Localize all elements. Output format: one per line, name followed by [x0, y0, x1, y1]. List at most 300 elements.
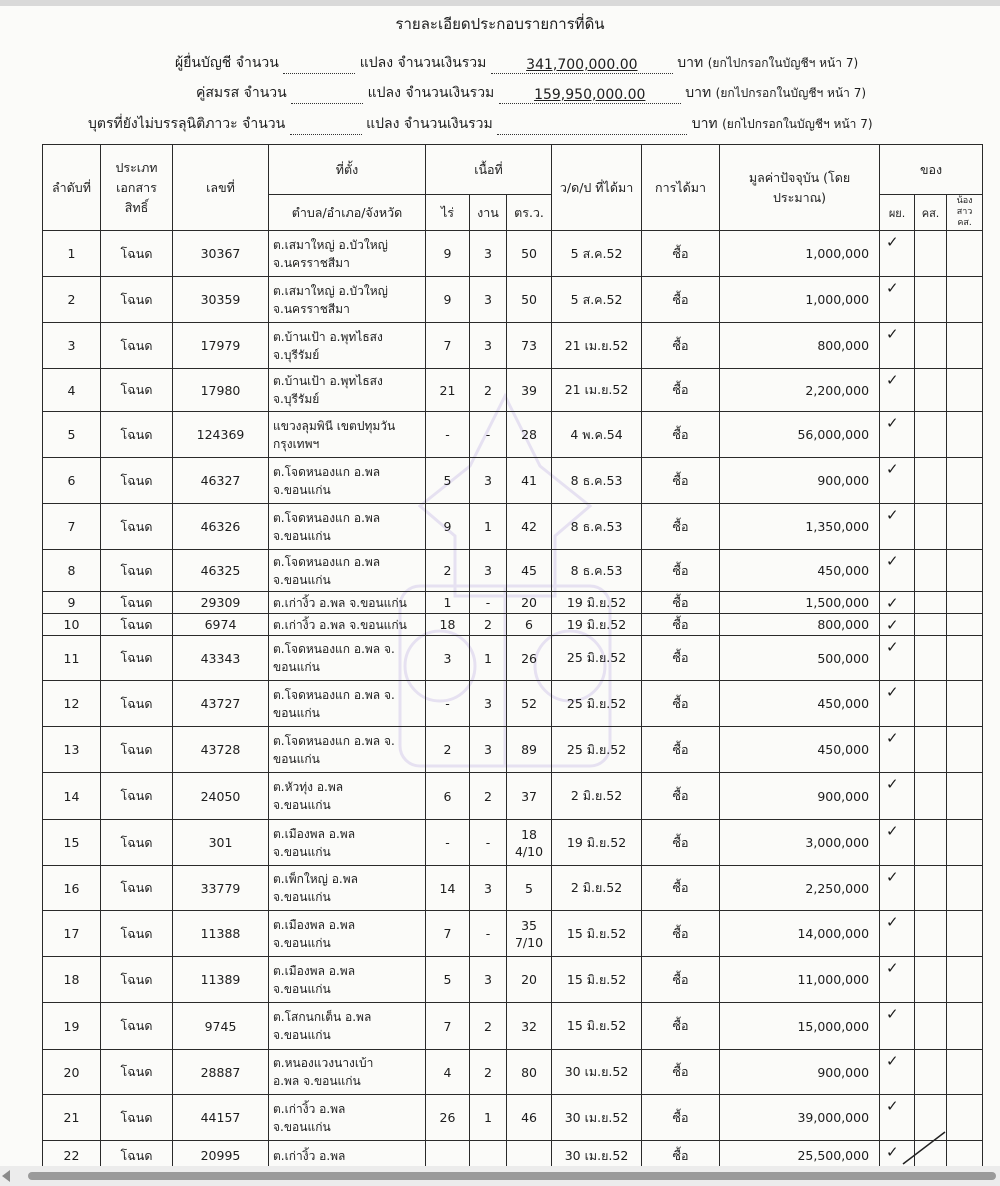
row-wa: [507, 550, 552, 592]
row-owner-spouse: [915, 911, 947, 957]
row-value: 900,000: [720, 458, 880, 504]
row-owner-child: [947, 614, 983, 636]
row-wa: [507, 773, 552, 820]
summary-line-spouse: คู่สมรส จำนวน แปลง จำนวนเงินรวม 159,950,000.00 บาท (ยกไปกรอกในบัญชีฯ หน้า 7): [196, 85, 867, 103]
row-location: [269, 636, 426, 681]
row-no: 20: [43, 1050, 101, 1095]
row-owner-filer: ✓: [880, 957, 915, 1003]
row-location: [269, 681, 426, 727]
row-location-line1: ต.เมืองพล อ.พล: [273, 826, 356, 841]
row-date: 19 มิ.ย.52: [552, 820, 642, 866]
row-owner-spouse: [915, 592, 947, 614]
row-doc-type: โฉนด: [101, 1050, 173, 1095]
row-acquire: ซื้อ: [642, 1095, 720, 1141]
row-wa: [507, 681, 552, 727]
summary-amount-filer: 341,700,000.00: [526, 57, 638, 73]
row-ngan: 3: [470, 323, 507, 369]
row-wa: [507, 323, 552, 369]
row-location: [269, 1003, 426, 1050]
table-row: [43, 369, 983, 412]
row-doc-type: โฉนด: [101, 911, 173, 957]
row-value: 2,250,000: [720, 866, 880, 911]
row-location-line2: จ.บุรีรัมย์: [273, 392, 320, 406]
table-row: [43, 957, 983, 1003]
table-row: [43, 727, 983, 773]
row-no: 18: [43, 957, 101, 1003]
header-no: ลำดับที่: [43, 145, 101, 231]
row-owner-child: [947, 412, 983, 458]
row-ngan: 2: [470, 614, 507, 636]
row-owner-child: [947, 820, 983, 866]
row-acquire: ซื้อ: [642, 636, 720, 681]
row-no: 12: [43, 681, 101, 727]
row-doc-no: 301: [173, 820, 269, 866]
row-doc-type: โฉนด: [101, 592, 173, 614]
row-doc-type: โฉนด: [101, 1141, 173, 1167]
table-row: [43, 592, 983, 614]
row-value: 39,000,000: [720, 1095, 880, 1141]
row-doc-no: 30367: [173, 231, 269, 277]
table-row: [43, 681, 983, 727]
row-doc-type: โฉนด: [101, 369, 173, 412]
row-value: 900,000: [720, 773, 880, 820]
row-owner-spouse: [915, 727, 947, 773]
row-owner-child: [947, 1003, 983, 1050]
row-doc-no: 20995: [173, 1141, 269, 1167]
row-location: [269, 231, 426, 277]
row-ngan: 3: [470, 277, 507, 323]
row-wa-value: 20: [521, 972, 537, 987]
row-location-line1: ต.เก่างิ้ว อ.พล จ.ขอนแก่น: [273, 617, 407, 632]
row-value: 1,500,000: [720, 592, 880, 614]
row-doc-type: โฉนด: [101, 550, 173, 592]
row-owner-child: [947, 1050, 983, 1095]
row-owner-filer: ✓: [880, 550, 915, 592]
row-date: 15 มิ.ย.52: [552, 957, 642, 1003]
row-owner-filer: ✓: [880, 458, 915, 504]
row-location-line1: ต.เมืองพล อ.พล: [273, 963, 356, 978]
row-no: 4: [43, 369, 101, 412]
row-ngan: 3: [470, 957, 507, 1003]
row-no: 11: [43, 636, 101, 681]
row-owner-spouse: [915, 323, 947, 369]
row-value: 56,000,000: [720, 412, 880, 458]
row-location-line1: ต.เก่างิ้ว อ.พล: [273, 1101, 346, 1116]
table-row: [43, 277, 983, 323]
row-wa-value: 37: [521, 788, 537, 804]
row-date: 25 มิ.ย.52: [552, 681, 642, 727]
row-date: 25 มิ.ย.52: [552, 636, 642, 681]
header-area: เนื้อที่: [426, 145, 552, 195]
table-row: [43, 614, 983, 636]
header-doc-type: ประเภทเอกสารสิทธิ์: [101, 145, 173, 231]
row-wa: [507, 866, 552, 911]
row-date: 19 มิ.ย.52: [552, 614, 642, 636]
row-ngan: 2: [470, 369, 507, 412]
row-acquire: ซื้อ: [642, 1050, 720, 1095]
row-ngan: -: [470, 911, 507, 957]
row-doc-no: 24050: [173, 773, 269, 820]
row-doc-no: 17979: [173, 323, 269, 369]
row-location: [269, 614, 426, 636]
header-rai: ไร่: [426, 195, 470, 231]
header-owner-child: น้องสาว คส.: [947, 195, 983, 231]
row-location-line1: ต.เพ็กใหญ่ อ.พล: [273, 872, 358, 886]
row-location-line1: ต.โจดหนองแก อ.พล: [273, 464, 381, 479]
row-acquire: ซื้อ: [642, 773, 720, 820]
row-owner-filer: ✓: [880, 681, 915, 727]
row-owner-filer: ✓: [880, 231, 915, 277]
row-owner-spouse: [915, 1003, 947, 1050]
row-owner-spouse: [915, 681, 947, 727]
row-rai: 5: [426, 957, 470, 1003]
row-owner-filer: ✓: [880, 614, 915, 636]
row-doc-type: โฉนด: [101, 681, 173, 727]
row-no: 17: [43, 911, 101, 957]
row-location: [269, 773, 426, 820]
row-wa-value: 32: [521, 1018, 537, 1034]
row-wa-value: 46: [521, 1110, 537, 1125]
row-location: [269, 369, 426, 412]
row-date: 5 ส.ค.52: [552, 277, 642, 323]
row-ngan: 3: [470, 866, 507, 911]
row-location: [269, 727, 426, 773]
row-doc-no: 11388: [173, 911, 269, 957]
row-wa-value: 6: [525, 617, 533, 632]
row-date: 8 ธ.ค.53: [552, 504, 642, 550]
row-location-line2: จ.ขอนแก่น: [273, 798, 331, 812]
row-rai: 4: [426, 1050, 470, 1095]
header-wa: ตร.ว.: [507, 195, 552, 231]
row-doc-no: 46327: [173, 458, 269, 504]
row-wa-value: 5: [525, 880, 533, 896]
table-row: [43, 323, 983, 369]
row-acquire: ซื้อ: [642, 866, 720, 911]
row-location-line2: จ.นครราชสีมา: [273, 255, 350, 270]
header-owner-spouse: คส.: [915, 195, 947, 231]
row-location: [269, 911, 426, 957]
row-rai: 9: [426, 231, 470, 277]
row-wa: [507, 911, 552, 957]
row-doc-no: 30359: [173, 277, 269, 323]
table-body: [43, 231, 983, 1167]
row-wa: [507, 957, 552, 1003]
row-owner-filer: ✓: [880, 1095, 915, 1141]
row-ngan: 2: [470, 1050, 507, 1095]
row-owner-spouse: [915, 504, 947, 550]
row-wa: [507, 504, 552, 550]
table-row: [43, 550, 983, 592]
row-owner-spouse: [915, 277, 947, 323]
row-owner-spouse: [915, 957, 947, 1003]
row-value: 500,000: [720, 636, 880, 681]
row-wa-value: 80: [521, 1064, 537, 1080]
row-doc-type: โฉนด: [101, 820, 173, 866]
row-value: 450,000: [720, 681, 880, 727]
row-location-line2: ขอนแก่น: [273, 751, 320, 766]
row-ngan: 3: [470, 550, 507, 592]
row-rai: 7: [426, 911, 470, 957]
row-location: [269, 323, 426, 369]
table-row: [43, 636, 983, 681]
row-owner-filer: ✓: [880, 773, 915, 820]
summary-amount-spouse: 159,950,000.00: [534, 87, 646, 103]
row-owner-child: [947, 550, 983, 592]
row-owner-filer: ✓: [880, 323, 915, 369]
row-rai: 7: [426, 323, 470, 369]
row-wa: [507, 1003, 552, 1050]
row-owner-spouse: [915, 231, 947, 277]
row-wa-value: 50: [521, 292, 537, 307]
row-date: 4 พ.ค.54: [552, 412, 642, 458]
row-wa-value: 52: [521, 696, 537, 711]
row-location-line2: จ.ขอนแก่น: [273, 482, 331, 497]
row-owner-child: [947, 636, 983, 681]
row-date: 21 เม.ย.52: [552, 323, 642, 369]
row-location-line2: จ.ขอนแก่น: [273, 1119, 331, 1134]
document-page: [0, 6, 1000, 1166]
row-no: 8: [43, 550, 101, 592]
row-value: 3,000,000: [720, 820, 880, 866]
row-value: 1,350,000: [720, 504, 880, 550]
document-title: รายละเอียดประกอบรายการที่ดิน: [395, 15, 605, 33]
row-wa-value: 41: [521, 473, 537, 488]
row-owner-filer: ✓: [880, 412, 915, 458]
row-location: [269, 458, 426, 504]
row-acquire: ซื้อ: [642, 727, 720, 773]
row-location-line1: ต.เก่างิ้ว อ.พล: [273, 1148, 346, 1163]
row-acquire: ซื้อ: [642, 412, 720, 458]
row-rai: 5: [426, 458, 470, 504]
row-wa-fraction: 4/10: [514, 843, 544, 859]
row-wa: [507, 1095, 552, 1141]
scrollbar-thumb[interactable]: [28, 1172, 996, 1180]
row-value: 25,500,000: [720, 1141, 880, 1167]
header-date: ว/ด/ป ที่ได้มา: [552, 145, 642, 231]
row-owner-filer: ✓: [880, 866, 915, 911]
header-location-sub: ตำบล/อำเภอ/จังหวัด: [269, 195, 426, 231]
row-owner-child: [947, 231, 983, 277]
header-doc-no: เลขที่: [173, 145, 269, 231]
row-wa: [507, 412, 552, 458]
row-owner-child: [947, 727, 983, 773]
row-date: 8 ธ.ค.53: [552, 458, 642, 504]
row-location: [269, 957, 426, 1003]
row-location: [269, 412, 426, 458]
row-date: 2 มิ.ย.52: [552, 773, 642, 820]
row-location-line2: ขอนแก่น: [273, 705, 320, 720]
row-acquire: ซื้อ: [642, 277, 720, 323]
row-ngan: 1: [470, 504, 507, 550]
row-no: 1: [43, 231, 101, 277]
summary-line-filer: ผู้ยื่นบัญชี จำนวน แปลง จำนวนเงินรวม 341,700,000.00 บาท (ยกไปกรอกในบัญชีฯ หน้า 7): [175, 55, 859, 73]
row-no: 10: [43, 614, 101, 636]
row-location-line1: แขวงลุมพินี เขตปทุมวัน: [273, 418, 396, 433]
row-doc-no: 43343: [173, 636, 269, 681]
row-doc-no: 33779: [173, 866, 269, 911]
row-doc-no: 6974: [173, 614, 269, 636]
row-owner-filer: ✓: [880, 592, 915, 614]
row-wa: [507, 1141, 552, 1167]
row-owner-filer: ✓: [880, 1141, 915, 1167]
row-location-line2: จ.ขอนแก่น: [273, 528, 331, 543]
row-doc-no: 124369: [173, 412, 269, 458]
row-owner-spouse: [915, 550, 947, 592]
row-rai: 6: [426, 773, 470, 820]
row-location-line1: ต.โจดหนองแก อ.พล จ.: [273, 733, 395, 748]
row-location-line2: จ.นครราชสีมา: [273, 301, 350, 316]
row-owner-filer: ✓: [880, 504, 915, 550]
row-acquire: ซื้อ: [642, 911, 720, 957]
row-wa: [507, 277, 552, 323]
row-no: 13: [43, 727, 101, 773]
row-wa-value: 28: [521, 427, 537, 442]
row-doc-type: โฉนด: [101, 323, 173, 369]
row-owner-spouse: [915, 614, 947, 636]
row-ngan: 1: [470, 636, 507, 681]
row-owner-filer: ✓: [880, 820, 915, 866]
row-owner-filer: ✓: [880, 277, 915, 323]
row-wa-value: 26: [521, 650, 537, 666]
row-rai: 3: [426, 636, 470, 681]
row-doc-type: โฉนด: [101, 773, 173, 820]
row-location-line2: จ.ขอนแก่น: [273, 1028, 331, 1042]
row-value: 900,000: [720, 1050, 880, 1095]
row-owner-spouse: [915, 773, 947, 820]
row-date: 5 ส.ค.52: [552, 231, 642, 277]
row-location-line2: กรุงเทพฯ: [273, 436, 320, 451]
row-acquire: ซื้อ: [642, 550, 720, 592]
row-acquire: ซื้อ: [642, 231, 720, 277]
row-acquire: ซื้อ: [642, 1003, 720, 1050]
row-owner-child: [947, 504, 983, 550]
row-doc-no: 43728: [173, 727, 269, 773]
row-date: 21 เม.ย.52: [552, 369, 642, 412]
row-ngan: 3: [470, 231, 507, 277]
row-owner-spouse: [915, 866, 947, 911]
row-date: 15 มิ.ย.52: [552, 911, 642, 957]
row-date: 30 เม.ย.52: [552, 1050, 642, 1095]
table-row: [43, 1003, 983, 1050]
row-owner-filer: ✓: [880, 1050, 915, 1095]
row-acquire: ซื้อ: [642, 957, 720, 1003]
row-location: [269, 866, 426, 911]
row-owner-spouse: [915, 458, 947, 504]
row-owner-spouse: [915, 1050, 947, 1095]
row-ngan: 1: [470, 1095, 507, 1141]
row-location-line1: ต.โจดหนองแก อ.พล จ.: [273, 642, 395, 656]
row-doc-type: โฉนด: [101, 1095, 173, 1141]
row-rai: -: [426, 412, 470, 458]
row-wa-value: 35: [521, 917, 537, 933]
row-location-line2: จ.ขอนแก่น: [273, 844, 331, 859]
row-wa-value: 73: [521, 338, 537, 353]
row-owner-spouse: [915, 369, 947, 412]
row-location-line1: ต.เมืองพล อ.พล: [273, 917, 356, 932]
row-rai: [426, 1141, 470, 1167]
row-location-line1: ต.โจดหนองแก อ.พล จ.: [273, 687, 395, 702]
row-rai: 1: [426, 592, 470, 614]
row-location: [269, 550, 426, 592]
header-owner: ของ: [880, 145, 983, 195]
row-location: [269, 504, 426, 550]
row-location-line2: จ.ขอนแก่น: [273, 890, 331, 904]
row-ngan: [470, 1141, 507, 1167]
horizontal-scrollbar[interactable]: [0, 1166, 1000, 1186]
row-value: 1,000,000: [720, 231, 880, 277]
row-owner-filer: ✓: [880, 369, 915, 412]
row-rai: 9: [426, 277, 470, 323]
row-owner-child: [947, 592, 983, 614]
row-no: 3: [43, 323, 101, 369]
row-location: [269, 277, 426, 323]
row-owner-filer: ✓: [880, 911, 915, 957]
row-owner-child: [947, 957, 983, 1003]
row-wa: [507, 231, 552, 277]
row-owner-spouse: [915, 820, 947, 866]
row-location-line2: ขอนแก่น: [273, 660, 320, 674]
row-doc-type: โฉนด: [101, 504, 173, 550]
row-wa-value: 89: [521, 742, 537, 757]
row-no: 15: [43, 820, 101, 866]
row-owner-child: [947, 866, 983, 911]
header-location: ที่ตั้ง: [269, 145, 426, 195]
row-owner-filer: ✓: [880, 636, 915, 681]
summary-line-child: บุตรที่ยังไม่บรรลุนิติภาวะ จำนวน แปลง จำนวนเงินรวม บาท (ยกไปกรอกในบัญชีฯ หน้า 7): [88, 113, 873, 135]
row-owner-child: [947, 773, 983, 820]
row-location-line1: ต.โสกนกเต็น อ.พล: [273, 1010, 372, 1024]
row-owner-child: [947, 323, 983, 369]
row-date: 15 มิ.ย.52: [552, 1003, 642, 1050]
row-rai: 9: [426, 504, 470, 550]
row-wa: [507, 614, 552, 636]
row-wa: [507, 1050, 552, 1095]
table-header: [43, 145, 983, 231]
row-location-line1: ต.โจดหนองแก อ.พล: [273, 554, 381, 569]
row-rai: 21: [426, 369, 470, 412]
row-date: 25 มิ.ย.52: [552, 727, 642, 773]
row-rai: 14: [426, 866, 470, 911]
row-ngan: -: [470, 592, 507, 614]
row-value: 450,000: [720, 727, 880, 773]
header-value: มูลค่าปัจจุบัน (โดยประมาณ): [720, 145, 880, 231]
row-no: 16: [43, 866, 101, 911]
row-owner-spouse: [915, 636, 947, 681]
row-location: [269, 1141, 426, 1167]
row-location-line2: จ.ขอนแก่น: [273, 935, 331, 950]
row-doc-type: โฉนด: [101, 231, 173, 277]
table-row: [43, 1141, 983, 1167]
row-location-line2: จ.ขอนแก่น: [273, 981, 331, 996]
row-doc-type: โฉนด: [101, 866, 173, 911]
row-rai: 2: [426, 550, 470, 592]
row-date: 30 เม.ย.52: [552, 1141, 642, 1167]
row-no: 6: [43, 458, 101, 504]
scroll-left-arrow-icon[interactable]: [2, 1170, 10, 1182]
row-location: [269, 1050, 426, 1095]
row-acquire: ซื้อ: [642, 614, 720, 636]
table-row: [43, 1050, 983, 1095]
row-value: 11,000,000: [720, 957, 880, 1003]
row-location-line2: จ.บุรีรัมย์: [273, 347, 320, 362]
row-rai: -: [426, 681, 470, 727]
strike-mark: [895, 1126, 975, 1166]
row-owner-filer: ✓: [880, 727, 915, 773]
row-owner-child: [947, 681, 983, 727]
row-doc-type: โฉนด: [101, 636, 173, 681]
row-doc-no: 46326: [173, 504, 269, 550]
row-doc-no: 28887: [173, 1050, 269, 1095]
